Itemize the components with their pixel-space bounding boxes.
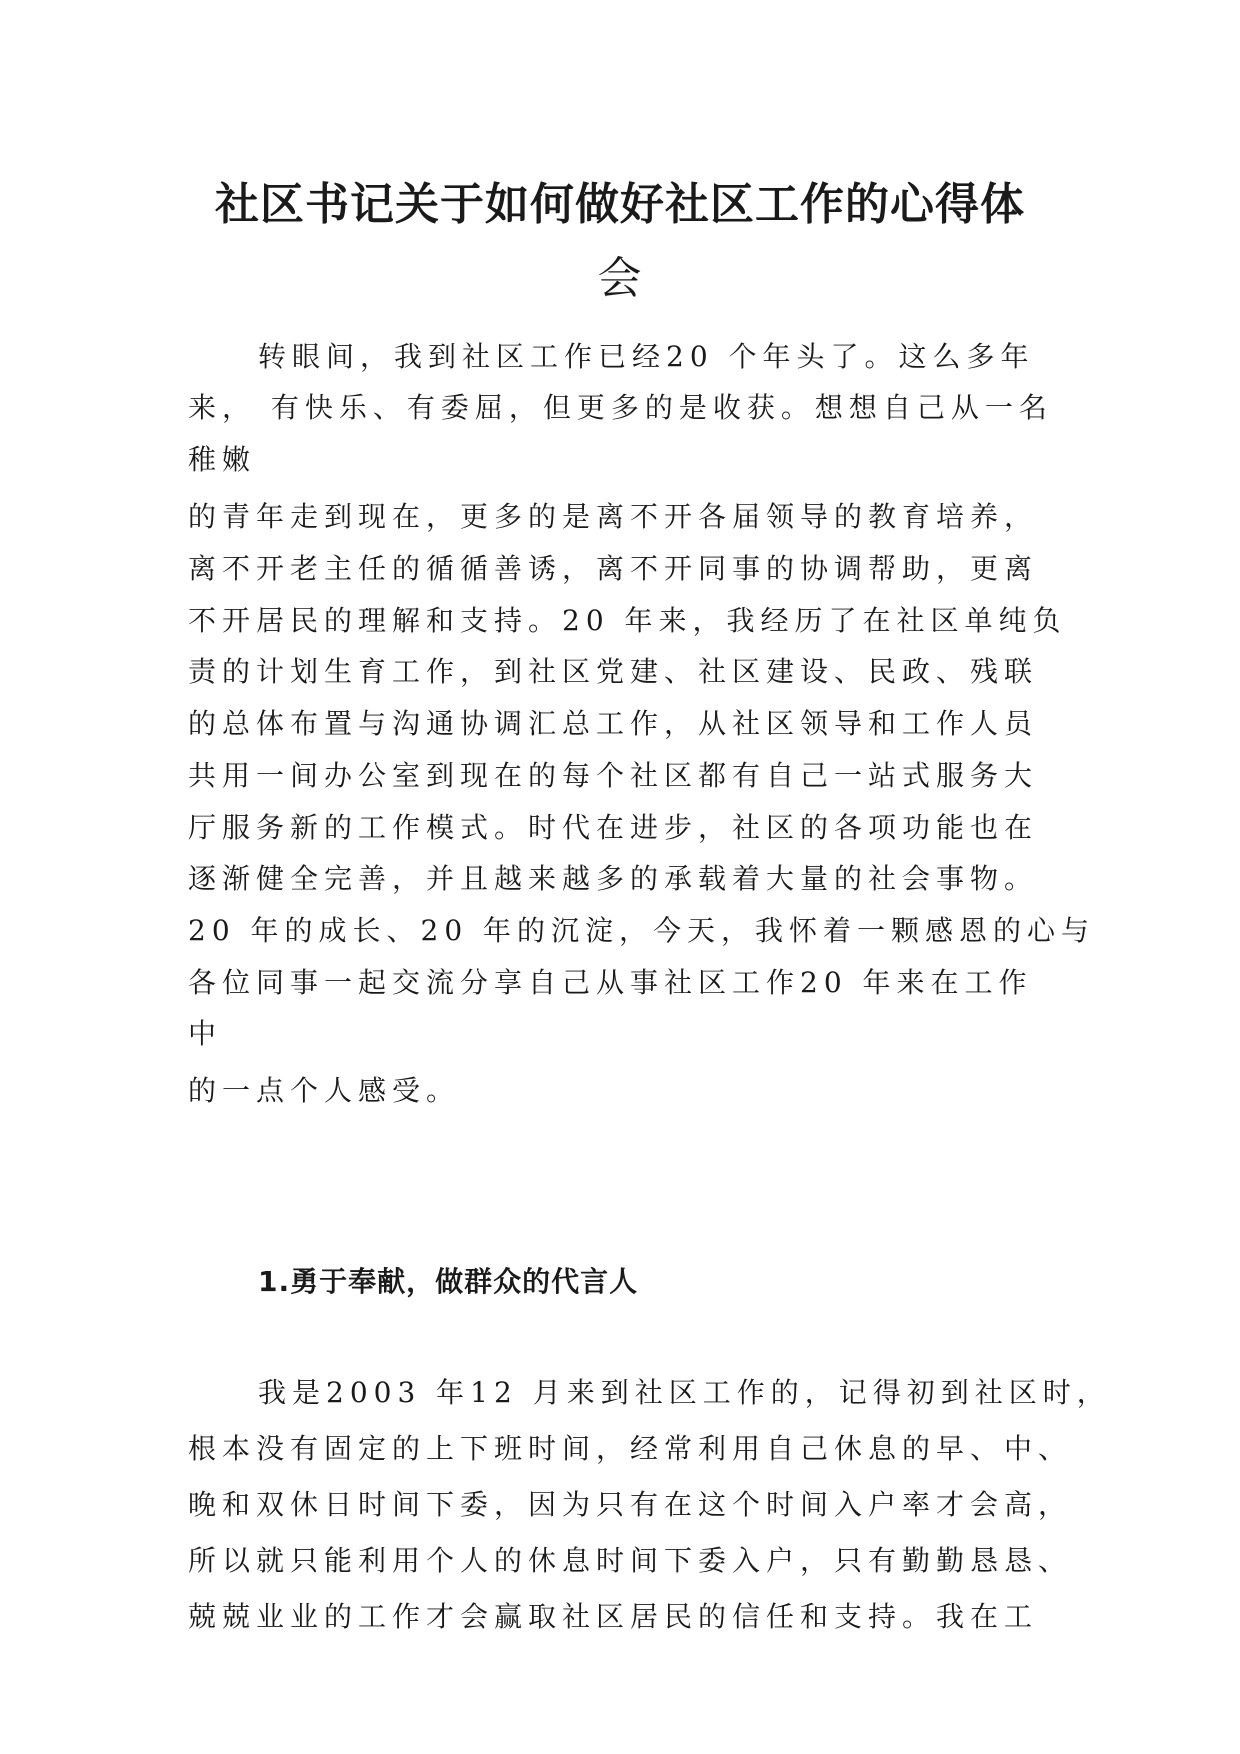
paragraph-2-line-4: 责的计划生育工作，到社区党建、社区建设、民政、残联	[188, 655, 1039, 688]
paragraph-4-line-3: 晚和双休日时间下委，因为只有在这个时间入户率才会高，	[188, 1488, 1073, 1521]
paragraph-2-line-1: 的青年走到现在，更多的是离不开各届领导的教育培养，	[188, 500, 1039, 533]
paragraph-4-line-5: 兢兢业业的工作才会赢取社区居民的信任和支持。我在工	[188, 1600, 1039, 1633]
paragraph-2-line-11: 中	[188, 1017, 223, 1050]
section-heading-1: 1.勇于奉献，做群众的代言人	[258, 1265, 639, 1298]
paragraph-2-line-6: 共用一间办公室到现在的每个社区都有自己一站式服务大	[188, 759, 1039, 792]
document-title	[180, 168, 1060, 316]
paragraph-2-line-9: 20 年的成长、20 年的沉淀，今天，我怀着一颗感恩的心与	[188, 914, 1096, 947]
paragraph-1-line-1: 转眼间，我到社区工作已经20 个年头了。这么多年	[258, 340, 1035, 373]
paragraph-2-line-10: 各位同事一起交流分享自己从事社区工作20 年来在工作	[188, 966, 1033, 999]
paragraph-2-line-7: 厅服务新的工作模式。时代在进步，社区的各项功能也在	[188, 811, 1039, 844]
paragraph-2-line-3: 不开居民的理解和支持。20 年来，我经历了在社区单纯负	[188, 604, 1067, 637]
paragraph-3-line-1: 的一点个人感受。	[188, 1074, 461, 1107]
paragraph-4-line-4: 所以就只能利用个人的休息时间下委入户，只有勤勤恳恳、	[188, 1544, 1073, 1577]
paragraph-1-line-3: 稚嫩	[188, 443, 257, 476]
paragraph-1-line-2: 来， 有快乐、有委屈，但更多的是收获。想想自己从一名	[188, 391, 1053, 424]
paragraph-4-line-2: 根本没有固定的上下班时间，经常利用自己休息的早、中、	[188, 1432, 1073, 1465]
paragraph-4-line-1: 我是2003 年12 月来到社区工作的，记得初到社区时，	[258, 1376, 1111, 1409]
title-line-2: 会	[597, 253, 643, 304]
paragraph-2-line-2: 离不开老主任的循循善诱，离不开同事的协调帮助，更离	[188, 552, 1039, 585]
paragraph-2-line-5: 的总体布置与沟通协调汇总工作，从社区领导和工作人员	[188, 707, 1039, 740]
title-line-1: 社区书记关于如何做好社区工作的心得体	[215, 179, 1025, 230]
paragraph-2-line-8: 逐渐健全完善，并且越来越多的承载着大量的社会事物。	[188, 862, 1039, 895]
